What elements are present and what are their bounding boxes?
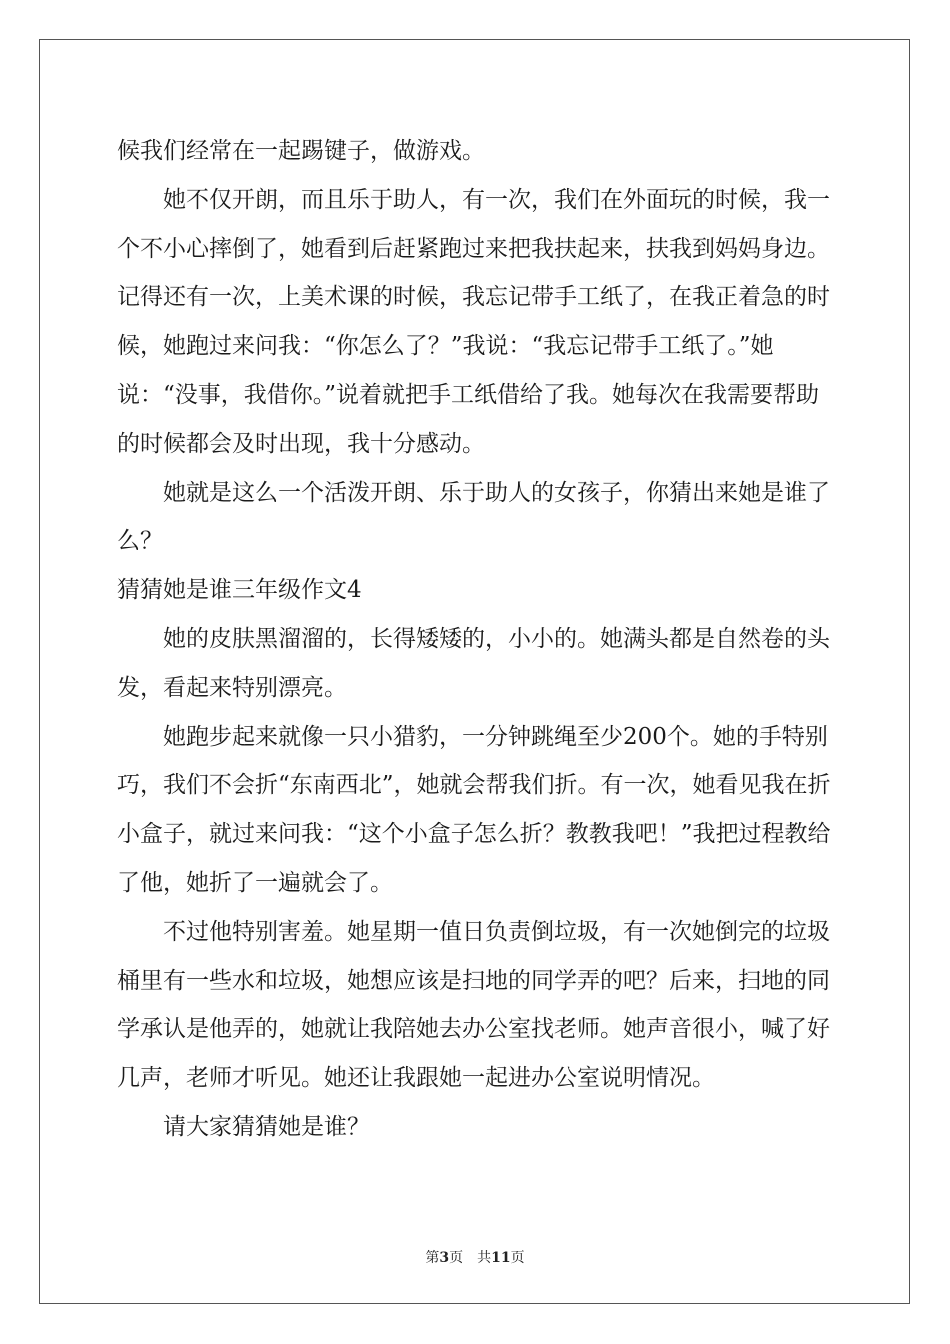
document-body [117,127,833,1152]
paragraph: 她跑步起来就像一只小猎豹，一分钟跳绳至少200个。她的手特别巧，我们不会折“东南西北”，她就会帮我们折。有一次，她看见我在折小盒子，就过来问我：“这个小盒子怎么折？教教我吧！”我把过程教给了他，她折了一遍就会了。 [117,723,831,896]
paragraph: 她就是这么一个活泼开朗、乐于助人的女孩子，你猜出来她是谁了么？ [117,479,830,555]
section-heading: 猜猜她是谁三年级作文4 [117,577,362,604]
paragraph: 请大家猜猜她是谁？ [163,1113,370,1140]
page-footer [0,1247,950,1267]
paragraph: 她不仅开朗，而且乐于助人，有一次，我们在外面玩的时候，我一个不小心摔倒了，她看到后赶紧跑过来把我扶起来，扶我到妈妈身边。记得还有一次，上美术课的时候，我忘记带手工纸了，在我正着急的时候，她跑过来问我：“你怎么了？”我说：“我忘记带手工纸了。”她说：“没事，我借你。”说着就把手工纸借给了我。她每次在我需要帮助的时候都会及时出现，我十分感动。 [117,186,830,457]
total-pages: 11 [491,1250,511,1266]
paragraph-continuation: 候我们经常在一起踢键子，做游戏。 [117,138,485,164]
page-suffix: 页 [449,1250,464,1266]
page-prefix: 第 [425,1250,440,1266]
page-number: 3 [439,1250,450,1266]
paragraph: 她的皮肤黑溜溜的，长得矮矮的，小小的。她满头都是自然卷的头发，看起来特别漂亮。 [117,625,830,701]
total-suffix: 页 [510,1250,525,1266]
paragraph: 不过他特别害羞。她星期一值日负责倒垃圾，有一次她倒完的垃圾桶里有一些水和垃圾，她想应该是扫地的同学弄的吧？后来，扫地的同学承认是他弄的，她就让我陪她去办公室找老师。她声音很小，喊了好几声，老师才听见。她还让我跟她一起进办公室说明情况。 [117,918,830,1092]
total-prefix: 共 [477,1250,492,1266]
